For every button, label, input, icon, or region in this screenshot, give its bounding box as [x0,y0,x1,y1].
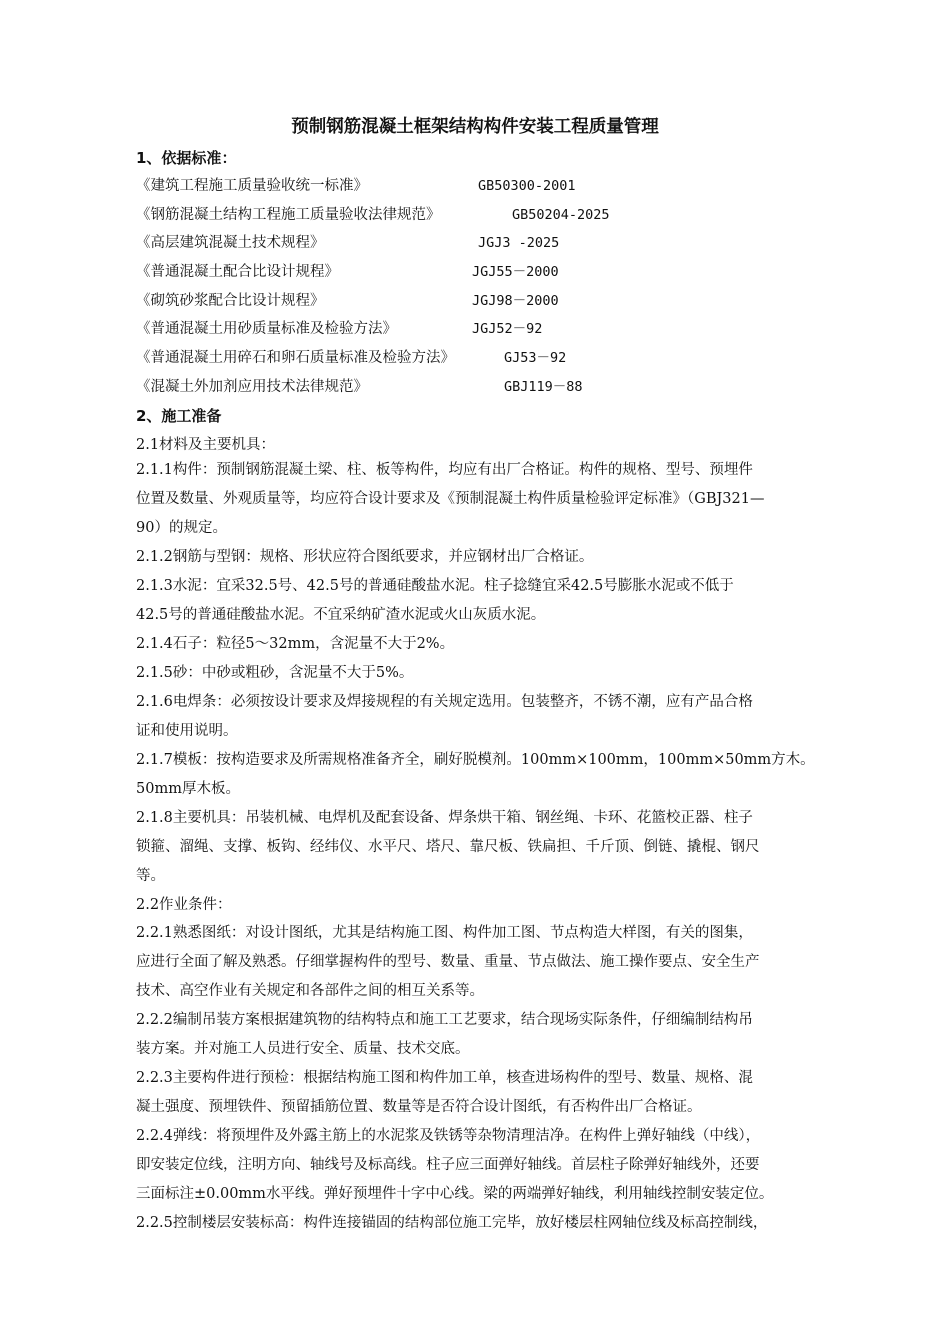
standard-name: 《混凝土外加剂应用技术法律规范》 [136,379,368,395]
paragraph-2-1-5 [136,659,868,688]
standard-item [136,175,576,197]
text-line: 即安装定位线，注明方向、轴线号及标高线。柱子应三面弹好轴线。首层柱子除弹好轴线外，还要 [136,1157,760,1173]
standard-name: 《高层建筑混凝土技术规程》 [136,235,325,251]
text-line: 2.1.3水泥：宜采32.5号、42.5号的普通硅酸盐水泥。柱子捻缝宜采42.5号膨胀水泥或不低于 [136,578,734,594]
text-line: 2.1.4石子：粒径5～32mm，含泥量不大于2%。 [136,636,455,652]
text-line: 三面标注±0.00mm水平线。弹好预埋件十字中心线。梁的两端弹好轴线，利用轴线控制安装定位。 [136,1186,774,1202]
standard-name: 《砌筑砂浆配合比设计规程》 [136,293,325,309]
paragraph-2-1-6 [136,688,868,746]
standard-item [136,318,543,340]
standard-item [136,290,559,312]
paragraph-2-2-5 [136,1209,868,1238]
paragraph-2-2-4 [136,1122,868,1209]
paragraph-2-1-2 [136,543,868,572]
text-line: 应进行全面了解及熟悉。仔细掌握构件的型号、数量、重量、节点做法、施工操作要点、安全生产 [136,954,760,970]
paragraph-2-1-4 [136,630,868,659]
standard-item [136,204,610,226]
paragraph-2-1-7 [136,746,868,804]
paragraph-2-1-8 [136,804,868,891]
standard-code: JGJ55－2000 [472,264,559,280]
standard-code: GJ53－92 [504,350,567,366]
section-1-heading: 1、依据标准： [136,149,237,167]
document-title: 预制钢筋混凝土框架结构构件安装工程质量管理 [291,117,659,137]
standard-code: GB50300-2001 [478,178,576,194]
section-2-heading: 2、施工准备 [136,407,222,425]
standard-item [136,261,559,283]
standard-item [136,376,583,398]
text-line: 凝土强度、预埋铁件、预留插筋位置、数量等是否符合设计图纸，有否构件出厂合格证。 [136,1099,702,1115]
subsection-2-1-heading: 2.1材料及主要机具： [136,437,276,453]
paragraph-2-2-1 [136,919,868,1006]
text-line: 2.1.1构件：预制钢筋混凝土梁、柱、板等构件，均应有出厂合格证。构件的规格、型号、预埋件 [136,462,753,478]
text-line: 锁箍、溜绳、支撑、板钩、经纬仪、水平尺、塔尺、靠尺板、铁扁担、千斤顶、倒链、撬棍、钢尺 [136,839,760,855]
standard-code: GBJ119－88 [504,379,583,395]
text-line: 证和使用说明。 [136,723,238,739]
text-line: 50mm厚木板。 [136,781,240,797]
text-line: 装方案。并对施工人员进行安全、质量、技术交底。 [136,1041,470,1057]
paragraph-2-2-2 [136,1006,868,1064]
text-line: 90）的规定。 [136,520,227,536]
paragraph-2-2-3 [136,1064,868,1122]
text-line: 2.1.6电焊条：必须按设计要求及焊接规程的有关规定选用。包装整齐，不锈不潮，应有产品合格 [136,694,753,710]
standard-name: 《钢筋混凝土结构工程施工质量验收法律规范》 [136,207,441,223]
text-line: 42.5号的普通硅酸盐水泥。不宜采纳矿渣水泥或火山灰质水泥。 [136,607,546,623]
standard-name: 《普通混凝土用砂质量标准及检验方法》 [136,321,397,337]
standard-code: JGJ52－92 [472,321,543,337]
text-line: 2.2.4弹线：将预埋件及外露主筋上的水泥浆及铁锈等杂物清理洁净。在构件上弹好轴线（中线）， [136,1128,761,1144]
text-line: 2.2.5控制楼层安装标高：构件连接锚固的结构部位施工完毕，放好楼层柱网轴位线及标高控制线， [136,1215,768,1231]
text-line: 2.2.2编制吊装方案根据建筑物的结构特点和施工工艺要求，结合现场实际条件，仔细编制结构吊 [136,1012,753,1028]
text-line: 等。 [136,868,165,884]
text-line: 位置及数量、外观质量等，均应符合设计要求及《预制混凝土构件质量检验评定标准》（GBJ321— [136,491,765,507]
text-line: 2.1.8主要机具：吊装机械、电焊机及配套设备、焊条烘干箱、钢丝绳、卡环、花篮校正器、柱子 [136,810,753,826]
paragraph-2-1-3 [136,572,868,630]
standard-code: GB50204-2025 [512,207,610,223]
text-line: 2.1.2钢筋与型钢：规格、形状应符合图纸要求，并应钢材出厂合格证。 [136,549,594,565]
standard-name: 《普通混凝土用碎石和卵石质量标准及检验方法》 [136,350,455,366]
standard-item [136,347,567,369]
standard-item [136,232,560,254]
text-line: 2.1.7模板：按构造要求及所需规格准备齐全，刷好脱模剂。100mm×100mm，100mm×50mm方木。 [136,752,815,768]
subsection-2-2-heading: 2.2作业条件： [136,897,232,913]
text-line: 2.2.3主要构件进行预检：根据结构施工图和构件加工单，核查进场构件的型号、数量、规格、混 [136,1070,753,1086]
standard-name: 《建筑工程施工质量验收统一标准》 [136,178,368,194]
standard-code: JGJ3 -2025 [478,235,560,251]
standard-code: JGJ98－2000 [472,293,559,309]
text-line: 2.1.5砂：中砂或粗砂，含泥量不大于5%。 [136,665,414,681]
standard-name: 《普通混凝土配合比设计规程》 [136,264,339,280]
text-line: 2.2.1熟悉图纸：对设计图纸，尤其是结构施工图、构件加工图、节点构造大样图，有关的图集， [136,925,753,941]
paragraph-2-1-1 [136,456,868,543]
text-line: 技术、高空作业有关规定和各部件之间的相互关系等。 [136,983,484,999]
